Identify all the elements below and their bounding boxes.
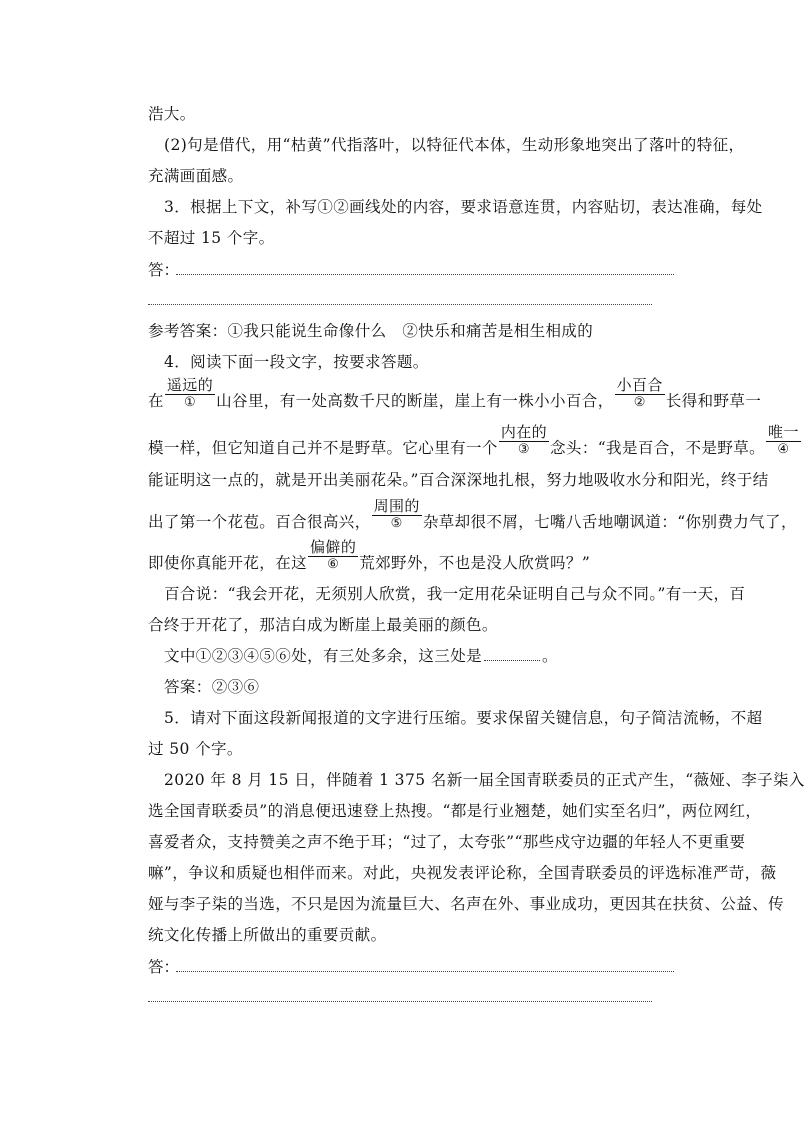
news-line-1: 2020 年 8 月 15 日，伴随着 1 375 名新一届全国青联委员的正式产生，“薇娅、李子柒入 <box>164 771 805 789</box>
fill-blank[interactable] <box>484 646 540 661</box>
answer-label: 答： <box>148 958 180 976</box>
question-5-line-2: 过 50 个字。 <box>148 740 243 758</box>
annotation-number: ③ <box>517 442 530 457</box>
passage-line-7: 合终于开花了，那洁白成为断崖上最美丽的颜色。 <box>148 616 498 634</box>
passage-text: 出了第一个花苞。百合很高兴， <box>148 513 371 531</box>
annotation-4 <box>766 423 801 457</box>
annotated-word: 唯一 <box>768 423 799 441</box>
question-4-prompt: 4．阅读下面一段文字，按要求答题。 <box>164 353 429 371</box>
news-line-5: 娅与李子柒的当选，不只是因为流量巨大、名声在外、事业成功，更因其在扶贫、公益、传 <box>148 895 785 913</box>
reference-answer: 参考答案：①我只能说生命像什么 ②快乐和痛苦是相生相成的 <box>148 322 594 340</box>
answer-line[interactable] <box>176 971 674 972</box>
paragraph-continuation: 浩大。 <box>148 105 196 123</box>
passage-line-3: 能证明这一点的，就是开出美丽花朵。”百合深深地扎根，努力地吸收水分和阳光，终于结 <box>148 471 769 489</box>
news-line-4: 嘛”，争议和质疑也相伴而来。对此，央视发表评论称，全国青联委员的评选标准严苛，薇 <box>148 864 777 882</box>
annotation-number: ④ <box>777 442 790 457</box>
answer-label: 答： <box>148 261 180 279</box>
annotation-number: ① <box>183 395 197 410</box>
explanation-line-1: (2)句是借代，用“枯黄”代指落叶，以特征代本体，生动形象地突出了落叶的特征， <box>164 136 745 154</box>
annotated-word: 遥远的 <box>166 376 214 394</box>
passage-line-6: 百合说：“我会开花，无须别人欣赏，我一定用花朵证明自己与众不同。”有一天，百 <box>164 585 746 603</box>
passage-text: 长得和野草一 <box>665 392 762 410</box>
passage-text: 在 <box>148 392 164 410</box>
question-4-question <box>164 646 558 666</box>
news-line-6: 统文化传播上所做出的重要贡献。 <box>148 926 387 944</box>
passage-text: 山谷里，有一处高数千尺的断崖，崖上有一株小小百合， <box>216 392 614 410</box>
annotation-5 <box>372 497 422 531</box>
passage-text: 荒郊野外，不也是没人欣赏吗？” <box>359 554 591 572</box>
annotation-2 <box>615 376 665 410</box>
annotation-number: ⑥ <box>327 557 340 572</box>
passage-text: 杂草却很不屑，七嘴八舌地嘲讽道：“你别费力气了， <box>422 513 797 531</box>
annotation-number: ② <box>633 395 646 410</box>
question-text: 文中①②③④⑤⑥处，有三处多余，这三处是 <box>164 647 483 665</box>
annotation-number: ⑤ <box>390 516 403 531</box>
passage-text: 念头：“我是百合，不是野草。 <box>550 439 766 457</box>
annotated-word: 周围的 <box>373 497 420 515</box>
annotation-3 <box>499 423 549 457</box>
news-line-3: 喜爱者众，支持赞美之声不绝于耳；“过了，太夸张”“那些戍守边疆的年轻人不更重要 <box>148 833 746 851</box>
passage-line-4 <box>148 497 797 532</box>
explanation-line-2: 充满画面感。 <box>148 167 244 185</box>
question-text: 。 <box>542 647 558 665</box>
question-4-answer: 答案：②③⑥ <box>164 678 260 696</box>
passage-text: 即使你真能开花，在这 <box>148 554 308 572</box>
annotation-1 <box>165 376 215 410</box>
answer-line[interactable] <box>148 304 652 305</box>
passage-line-2 <box>148 423 802 458</box>
annotated-word: 偏僻的 <box>310 538 357 556</box>
annotated-word: 小百合 <box>616 376 663 394</box>
annotated-word: 内在的 <box>500 423 548 441</box>
answer-line[interactable] <box>176 274 674 275</box>
passage-text: 模一样，但它知道自己并不是野草。它心里有一个 <box>148 439 498 457</box>
question-5-line-1: 5．请对下面这段新闻报道的文字进行压缩。要求保留关键信息，句子简洁流畅，不超 <box>164 709 763 727</box>
passage-line-5 <box>148 538 590 573</box>
question-3-line-2: 不超过 15 个字。 <box>148 229 275 247</box>
annotation-6 <box>308 538 358 572</box>
answer-line[interactable] <box>148 1001 652 1002</box>
passage-line-1 <box>148 376 761 411</box>
question-3-line-1: 3．根据上下文，补写①②画线处的内容，要求语意连贯，内容贴切，表达准确，每处 <box>164 198 763 216</box>
news-line-2: 选全国青联委员”的消息便迅速登上热搜。“都是行业翘楚，她们实至名归”，两位网红， <box>148 802 762 820</box>
